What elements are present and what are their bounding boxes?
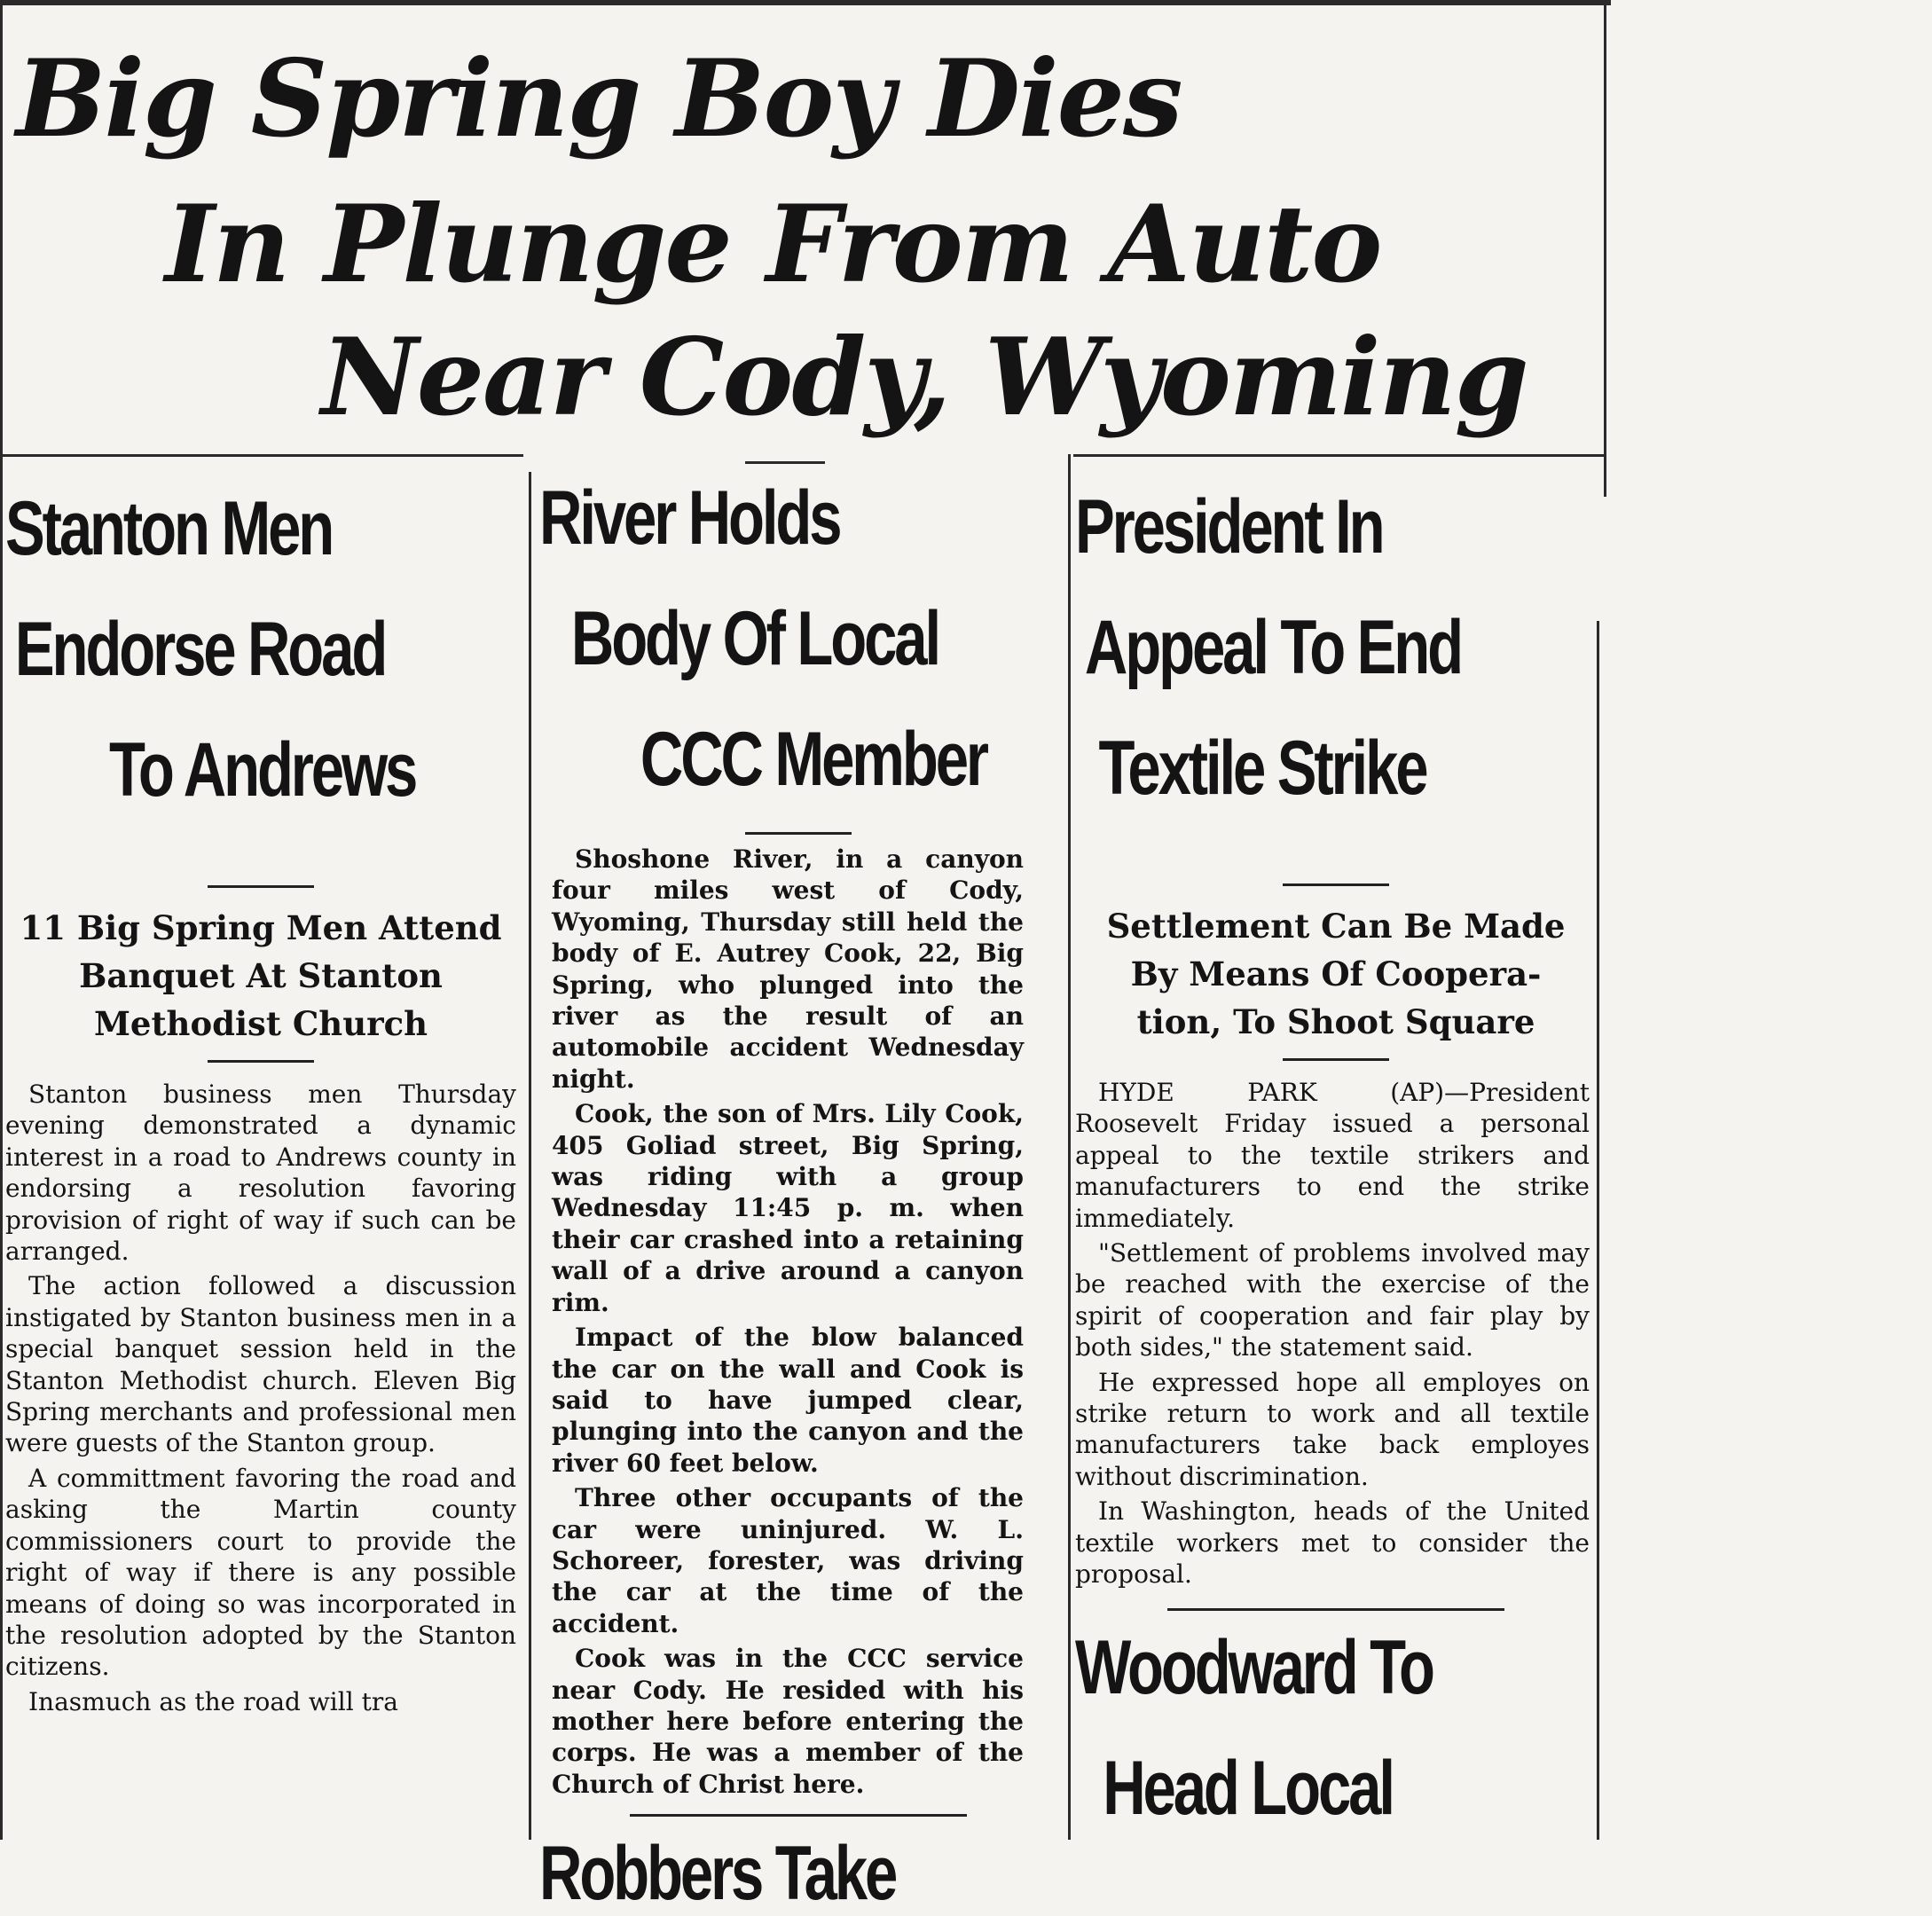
woodward-headline-line-2: Head Local bbox=[1103, 1745, 1393, 1831]
river-end-rule bbox=[630, 1814, 967, 1817]
right-edge-divider bbox=[1597, 621, 1599, 1840]
stanton-headline-rule bbox=[208, 885, 314, 888]
woodward-headline-line-1: Woodward To bbox=[1075, 1624, 1433, 1710]
article-president bbox=[1075, 461, 1597, 1840]
river-paragraph: Shoshone River, in a canyon four miles west of Cody, Wyoming, Thursday still held the body of E. Autrey Cook, 22, Big Spring, who plunged into the river as the result of an automobile accident Wednesday night. bbox=[552, 844, 1024, 1094]
stanton-deck-line-2: Banquet At Stanton bbox=[79, 956, 443, 995]
stanton-deck bbox=[5, 904, 516, 1048]
president-deck-line-3: tion, To Shoot Square bbox=[1136, 1002, 1535, 1041]
river-paragraph: Three other occupants of the car were uninjured. W. L. Schoreer, forester, was driving the car at the time of the accident. bbox=[552, 1483, 1024, 1638]
president-headline-line-3: Textile Strike bbox=[1098, 726, 1426, 811]
president-end-rule bbox=[1167, 1608, 1504, 1611]
stanton-headline-line-2: Endorse Road bbox=[14, 607, 386, 692]
river-headline bbox=[539, 475, 986, 839]
column-divider-2 bbox=[1068, 454, 1071, 1840]
president-headline-line-1: President In bbox=[1075, 484, 1383, 569]
river-headline-line-3: CCC Member bbox=[640, 717, 986, 802]
president-headline-rule bbox=[1283, 883, 1389, 886]
banner-line-3: Near Cody, Wyoming bbox=[321, 315, 1528, 440]
river-paragraph: Cook, the son of Mrs. Lily Cook, 405 Goliad street, Big Spring, was riding with a group Wednesday 11:45 p. m. when their car crashed into a retaining wall of a drive around a canyon rim. bbox=[552, 1099, 1024, 1317]
stanton-paragraph: Inasmuch as the road will tra bbox=[28, 1686, 398, 1716]
river-paragraph: Cook was in the CCC service near Cody. He resided with his mother here before entering the corps. He was a member of the Church of Christ here. bbox=[552, 1644, 1024, 1799]
stanton-deck-rule bbox=[208, 1060, 314, 1063]
president-headline-line-2: Appeal To End bbox=[1084, 605, 1461, 690]
president-paragraph: In Washington, heads of the United textile workers met to consider the proposal. bbox=[1075, 1496, 1590, 1590]
river-headline-line-1: River Holds bbox=[539, 475, 840, 561]
article-stanton bbox=[5, 461, 516, 1840]
river-body bbox=[539, 844, 1057, 1800]
president-deck-line-2: By Means Of Coopera- bbox=[1130, 954, 1542, 993]
banner-line-1: Big Spring Boy Dies bbox=[16, 36, 1182, 161]
president-deck bbox=[1075, 902, 1597, 1046]
robbers-headline: Robbers Take bbox=[539, 1831, 896, 1916]
banner-bottom-rule bbox=[0, 454, 523, 457]
president-paragraph: HYDE PARK (AP)—President Roosevelt Friday issued a personal appeal to the textile strikers and manufacturers to end the strike immediately. bbox=[1075, 1078, 1590, 1233]
president-headline bbox=[1075, 486, 1482, 848]
banner-line-2: In Plunge From Auto bbox=[165, 182, 1381, 307]
stanton-body bbox=[5, 1079, 516, 1717]
stanton-paragraph: Stanton business men Thursday evening demonstrated a dynamic interest in a road to Andrews county in endorsing a resolution favoring provision of right of way if such can be arranged. bbox=[5, 1080, 516, 1267]
left-border-rule bbox=[0, 0, 3, 1840]
president-paragraph: "Settlement of problems involved may be reached with the exercise of the spirit of cooperation and fair play by both sides," the statement said. bbox=[1075, 1238, 1590, 1362]
stanton-paragraph: The action followed a discussion instigated by Stanton business men in a special banquet session held in the Stanton Methodist church. Eleven Big Spring merchants and professional men were guests of the Stanton group. bbox=[5, 1271, 516, 1458]
stanton-headline bbox=[5, 486, 416, 850]
stanton-headline-line-3: To Andrews bbox=[108, 727, 416, 813]
river-headline-line-2: Body Of Local bbox=[570, 596, 939, 681]
president-deck-rule bbox=[1283, 1058, 1389, 1061]
stanton-deck-line-3: Methodist Church bbox=[93, 1004, 428, 1043]
president-deck-line-1: Settlement Can Be Made bbox=[1106, 907, 1566, 946]
president-paragraph: He expressed hope all employes on strike return to work and all textile manufacturers take back employes without discrimination. bbox=[1075, 1367, 1590, 1491]
column-divider-1 bbox=[529, 472, 531, 1840]
banner-bottom-rule-right bbox=[1073, 454, 1604, 457]
top-border-rule bbox=[0, 0, 1611, 5]
stanton-paragraph: A committment favoring the road and asking the Martin county commissioners court to provide the right of way if there is any possible means of doing so was incorporated in the resolution adopted by the Stanton citizens. bbox=[5, 1463, 516, 1682]
article-river bbox=[539, 461, 1057, 1916]
stanton-deck-line-1: 11 Big Spring Men Attend bbox=[20, 908, 502, 947]
woodward-headline bbox=[1075, 1624, 1482, 1868]
stanton-headline-line-1: Stanton Men bbox=[5, 486, 333, 571]
president-body bbox=[1075, 1077, 1597, 1590]
river-paragraph: Impact of the blow balanced the car on the wall and Cook is said to have jumped clear, plunging into the canyon and the river 60 feet below. bbox=[552, 1323, 1024, 1478]
